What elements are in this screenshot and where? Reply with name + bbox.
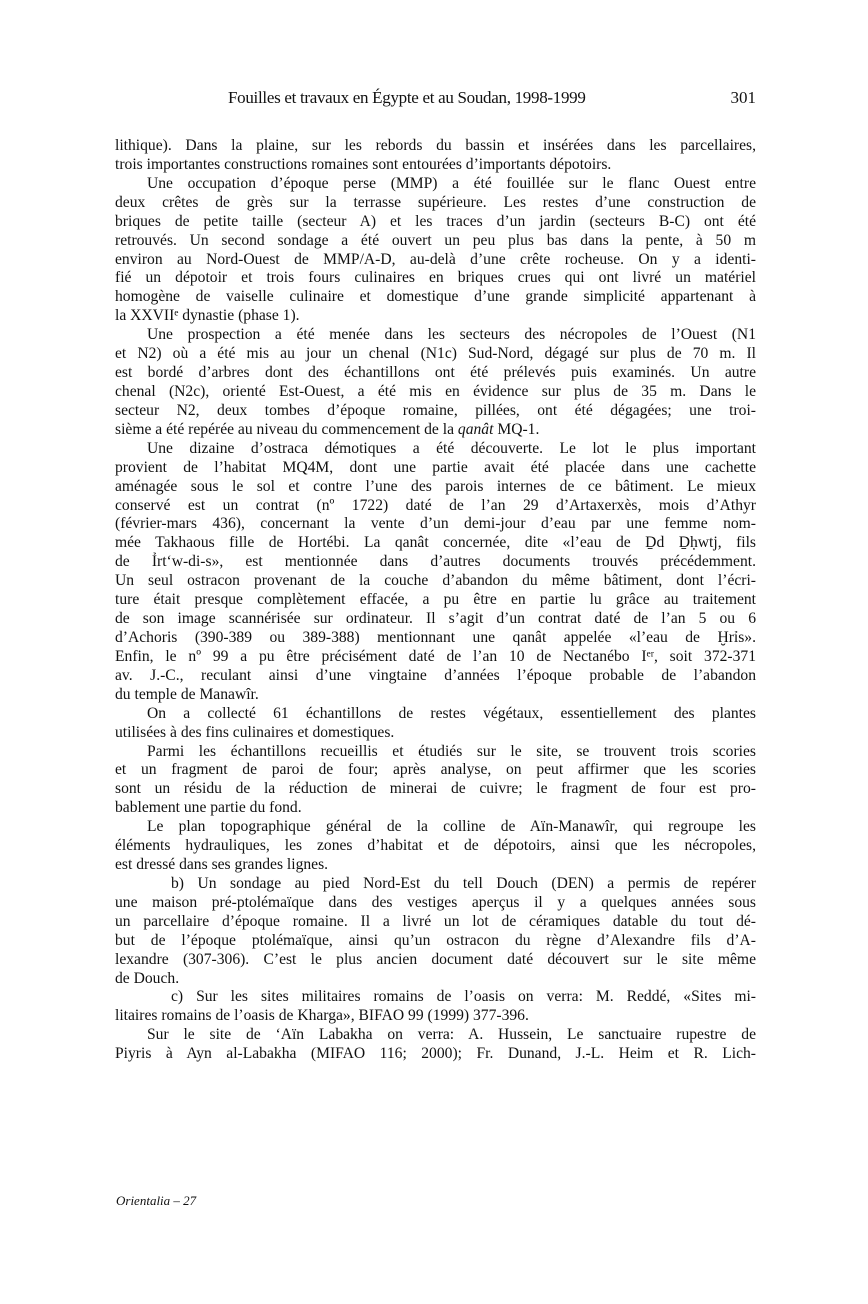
text-line: chenal (N2c), orienté Est-Ouest, a été mis en évidence sur plus de 35 m. Dans le [115,382,756,400]
text-line: d’Achoris (390-389 ou 389-388) mentionnant une qanât appelée «l’eau de Ḫrỉs». [115,628,756,646]
paragraph-start-line: Une prospection a été menée dans les secteurs des nécropoles de l’Ouest (N1 [147,326,756,344]
paragraph-start-line: Une occupation d’époque perse (MMP) a été fouillée sur le flanc Ouest entre [147,174,756,192]
text-line: trois importantes constructions romaines sont entourées d’importants dépotoirs. [115,155,612,173]
paragraph-start-line: Parmi les échantillons recueillis et étudiés sur le site, se trouvent trois scories [147,742,756,760]
text-line: est bordé d’arbres dont des échantillons ont été prélevés puis examinés. Un autre [115,364,756,382]
footer-signature: Orientalia – 27 [116,1193,197,1208]
text-line: ture était presque complètement effacée, a pu être en partie lu grâce au traitement [115,591,756,609]
paragraph-start-line: On a collecté 61 échantillons de restes végétaux, essentiellement des plantes [147,704,756,722]
text-line: la XXVIIᵉ dynastie (phase 1). [115,307,300,325]
text-line: bablement une partie du fond. [115,799,302,817]
text-line: de son image scannérisée sur ordinateur. Il s’agit d’un contrat daté de l’an 5 ou 6 [115,610,756,628]
text-line: environ au Nord-Ouest de MMP/A-D, au-delà d’une crête rocheuse. On y a identi- [115,250,756,268]
text-line: est dressé dans ses grandes lignes. [115,856,329,874]
text-line: (février-mars 436), concernant la vente d’un demi-jour d’eau par une femme nom- [115,515,756,533]
text-line: une maison pré-ptolémaïque dans des vestiges aperçus il y a quelques années sous [115,893,756,911]
body-text [115,137,756,1064]
text-line: un parcellaire d’époque romaine. Il a livré un lot de céramiques datable du tout dé- [115,912,756,930]
paragraph-start-line: b) Un sondage au pied Nord-Est du tell Douch (DEN) a permis de repérer [171,874,756,892]
text-line: Enfin, le nº 99 a pu être précisément daté de l’an 10 de Nectanébo Iᵉʳ, soit 372-371 [115,647,756,665]
italic-term: qanât [457,420,494,438]
paragraph-start-line: Une dizaine d’ostraca démotiques a été découverte. Le lot le plus important [147,439,756,457]
text-line: et N2) où a été mis au jour un chenal (N1c) Sud-Nord, dégagé sur plus de 70 m. Il [115,345,756,363]
paragraph-start-line: c) Sur les sites militaires romains de l’oasis on verra: M. Reddé, «Sites mi- [171,988,756,1006]
text-line: fié un dépotoir et trois fours culinaires en briques crues qui ont livré un matériel [115,269,756,287]
text-line: lithique). Dans la plaine, sur les rebords du bassin et insérées dans les parcellaires, [115,137,756,154]
text-line: de Ỉrt‘w-di-s», est mentionnée dans d’autres documents trouvés précédemment. [115,553,756,571]
text-line: éléments hydrauliques, les zones d’habitat et de dépotoirs, ainsi que les nécropoles, [115,837,756,855]
text-line [115,421,756,440]
text-line: litaires romains de l’oasis de Kharga», BIFAO 99 (1999) 377-396. [115,1007,529,1025]
text-line: conservé est un contrat (nº 1722) daté de l’an 29 d’Artaxerxès, mois d’Athyr [115,496,756,514]
text-line: lexandre (307-306). C’est le plus ancien document daté découvert sur le site même [115,950,756,968]
text-line: secteur N2, deux tombes d’époque romaine, pillées, ont été dégagées; une troi- [115,401,756,419]
text-line: et un fragment de paroi de four; après analyse, on peut affirmer que les scories [115,761,756,779]
text-line: briques de petite taille (secteur A) et les traces d’un jardin (secteurs B-C) ont été [115,212,756,230]
text-line: mée Takhaous fille de Hortébi. La qanât concernée, dite «l’eau de Ḏd Ḏḥwtj, fils [115,534,756,552]
text-line: homogène de vaiselle culinaire et domestique d’une grande simplicité appartenant à [115,288,756,306]
running-header [115,88,756,112]
text-line: deux crêtes de grès sur la terrasse supérieure. Les restes d’une construction de [115,193,756,211]
text-span: MQ-1. [493,420,540,438]
paragraph-start-line: Le plan topographique général de la colline de Aïn-Manawîr, qui regroupe les [147,818,756,836]
text-line: but de l’époque ptolémaïque, ainsi qu’un ostracon du règne d’Alexandre fils d’A- [115,931,756,949]
running-title: Fouilles et travaux en Égypte et au Soudan, 1998-1999 [228,88,586,107]
text-line: de Douch. [115,969,180,987]
text-line: Piyris à Ayn al-Labakha (MIFAO 116; 2000); Fr. Dunand, J.-L. Heim et R. Lich- [115,1045,756,1063]
text-span: sième a été repérée au niveau du commencement de la [115,420,454,438]
text-line: aménagée sous le sol et contre l’une des parois internes de ce bâtiment. Le mieux [115,477,756,495]
text-line: du temple de Manawîr. [115,685,259,703]
text-line: sont un résidu de la réduction de minerai de cuivre; le fragment de four est pro- [115,780,756,798]
text-line: av. J.-C., reculant ainsi d’une vingtaine d’années l’époque probable de l’abandon [115,666,756,684]
page-number: 301 [730,88,756,107]
text-line: utilisées à des fins culinaires et domestiques. [115,723,395,741]
text-line: Un seul ostracon provenant de la couche d’abandon du même bâtiment, dont l’écri- [115,572,756,590]
text-line: retrouvés. Un second sondage a été ouvert un peu plus bas dans la pente, à 50 m [115,231,756,249]
text-line: provient de l’habitat MQ4M, dont une partie avait été placée dans une cachette [115,458,756,476]
paragraph-start-line: Sur le site de ‘Aïn Labakha on verra: A. Hussein, Le sanctuaire rupestre de [147,1026,756,1044]
